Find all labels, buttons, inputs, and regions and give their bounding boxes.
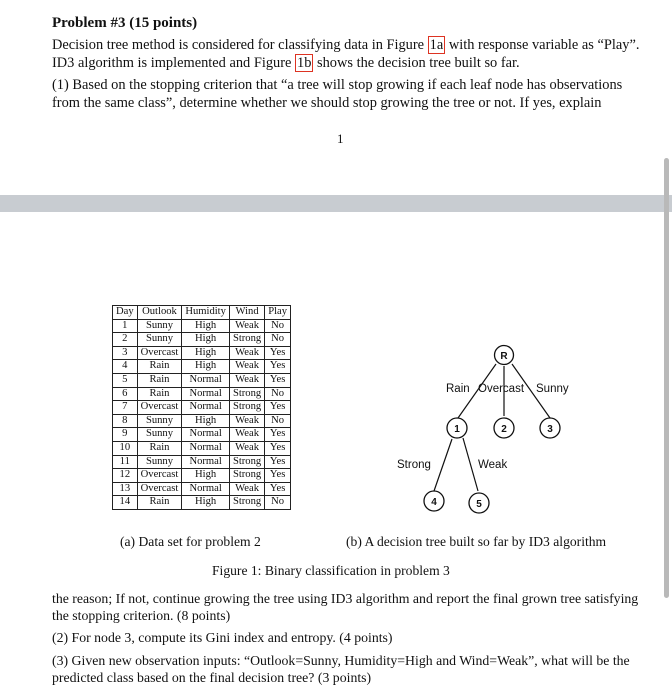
table-cell: Yes bbox=[265, 401, 291, 415]
table-cell: Strong bbox=[229, 333, 264, 347]
question-1-part1: (1) Based on the stopping criterion that “a tree will stop growing if each leaf node has observations from the same class”, determine whether we should stop growing the tree or not. If yes, explain bbox=[52, 77, 623, 111]
table-cell: High bbox=[182, 414, 230, 428]
table-cell: High bbox=[182, 360, 230, 374]
table-cell: Sunny bbox=[137, 319, 182, 333]
table-cell: Yes bbox=[265, 373, 291, 387]
table-header-cell: Wind bbox=[229, 306, 264, 320]
table-cell: Weak bbox=[229, 346, 264, 360]
node-root-label: R bbox=[500, 351, 508, 362]
figure-1a-link[interactable]: 1a bbox=[429, 37, 444, 53]
scrollbar[interactable] bbox=[664, 158, 669, 598]
node-4-label: 4 bbox=[431, 497, 437, 508]
table-row bbox=[113, 455, 291, 469]
table-cell: High bbox=[182, 469, 230, 483]
table-cell: 4 bbox=[113, 360, 138, 374]
table-cell: Strong bbox=[229, 401, 264, 415]
table-cell: Normal bbox=[182, 401, 230, 415]
table-row bbox=[113, 428, 291, 442]
table-cell: Overcast bbox=[137, 346, 182, 360]
table-cell: 11 bbox=[113, 455, 138, 469]
question-1-part2: the reason; If not, continue growing the tree using ID3 algorithm and report the final grown tree satisfying the stopping criterion. (8 points) bbox=[52, 591, 639, 623]
figure-caption: Figure 1: Binary classification in problem 3 bbox=[212, 563, 450, 578]
table-cell: Yes bbox=[265, 469, 291, 483]
table-row bbox=[113, 333, 291, 347]
branch-label-sunny: Sunny bbox=[536, 383, 569, 395]
branch-label-strong: Strong bbox=[397, 459, 431, 471]
table-cell: No bbox=[265, 387, 291, 401]
table-cell: Yes bbox=[265, 441, 291, 455]
figure-1b-link[interactable]: 1b bbox=[297, 55, 312, 71]
table-cell: Normal bbox=[182, 482, 230, 496]
table-cell: Rain bbox=[137, 387, 182, 401]
data-table bbox=[112, 305, 291, 510]
node-2-label: 2 bbox=[501, 424, 507, 435]
table-cell: Normal bbox=[182, 373, 230, 387]
table-cell: 6 bbox=[113, 387, 138, 401]
table-cell: No bbox=[265, 333, 291, 347]
node-1-label: 1 bbox=[454, 424, 460, 435]
table-row bbox=[113, 346, 291, 360]
table-cell: Normal bbox=[182, 455, 230, 469]
table-cell: Normal bbox=[182, 428, 230, 442]
table-cell: Strong bbox=[229, 496, 264, 510]
table-cell: Weak bbox=[229, 373, 264, 387]
table-cell: Sunny bbox=[137, 428, 182, 442]
intro-text-c: shows the decision tree built so far. bbox=[313, 55, 520, 71]
table-cell: Yes bbox=[265, 346, 291, 360]
table-cell: Weak bbox=[229, 441, 264, 455]
table-cell: Rain bbox=[137, 373, 182, 387]
branch-label-rain: Rain bbox=[446, 383, 470, 395]
table-cell: Overcast bbox=[137, 469, 182, 483]
table-cell: Overcast bbox=[137, 482, 182, 496]
table-cell: 14 bbox=[113, 496, 138, 510]
node-3-label: 3 bbox=[547, 424, 553, 435]
table-row bbox=[113, 401, 291, 415]
table-cell: Yes bbox=[265, 482, 291, 496]
table-row bbox=[113, 414, 291, 428]
table-cell: Yes bbox=[265, 428, 291, 442]
question-3: (3) Given new observation inputs: “Outlook=Sunny, Humidity=High and Wind=Weak”, what will be the predicted class based on the final decision tree? (3 points) bbox=[52, 653, 630, 685]
table-cell: 1 bbox=[113, 319, 138, 333]
branch-label-overcast: Overcast bbox=[478, 383, 525, 395]
table-cell: Weak bbox=[229, 428, 264, 442]
table-cell: 5 bbox=[113, 373, 138, 387]
table-row bbox=[113, 387, 291, 401]
table-cell: 12 bbox=[113, 469, 138, 483]
table-cell: 7 bbox=[113, 401, 138, 415]
problem-title: Problem #3 (15 points) bbox=[52, 15, 198, 31]
caption-a: (a) Data set for problem 2 bbox=[120, 534, 261, 549]
table-cell: Rain bbox=[137, 360, 182, 374]
table-cell: No bbox=[265, 414, 291, 428]
table-row bbox=[113, 441, 291, 455]
table-cell: Weak bbox=[229, 414, 264, 428]
table-cell: Strong bbox=[229, 469, 264, 483]
table-cell: Sunny bbox=[137, 455, 182, 469]
edge-strong bbox=[434, 439, 452, 491]
table-cell: Yes bbox=[265, 455, 291, 469]
table-cell: Sunny bbox=[137, 333, 182, 347]
table-cell: 3 bbox=[113, 346, 138, 360]
table-cell: Weak bbox=[229, 319, 264, 333]
intro-text-b: with response variable as “Play”. ID3 algorithm is implemented and Figure bbox=[52, 37, 640, 71]
table-cell: No bbox=[265, 496, 291, 510]
table-cell: 13 bbox=[113, 482, 138, 496]
table-row bbox=[113, 360, 291, 374]
page-gap bbox=[0, 195, 672, 212]
table-cell: High bbox=[182, 346, 230, 360]
page-number: 1 bbox=[337, 131, 344, 146]
problem-intro bbox=[52, 36, 642, 72]
table-cell: 8 bbox=[113, 414, 138, 428]
table-cell: No bbox=[265, 319, 291, 333]
table-row bbox=[113, 496, 291, 510]
table-row bbox=[113, 373, 291, 387]
edge-weak bbox=[463, 438, 478, 491]
decision-tree bbox=[390, 338, 590, 518]
table-cell: 9 bbox=[113, 428, 138, 442]
table-cell: 2 bbox=[113, 333, 138, 347]
table-header-cell: Humidity bbox=[182, 306, 230, 320]
table-cell: High bbox=[182, 319, 230, 333]
table-cell: Overcast bbox=[137, 401, 182, 415]
caption-b: (b) A decision tree built so far by ID3 algorithm bbox=[346, 534, 607, 549]
table-cell: Yes bbox=[265, 360, 291, 374]
table-header-row bbox=[113, 306, 291, 320]
table-cell: Rain bbox=[137, 496, 182, 510]
table-row bbox=[113, 469, 291, 483]
table-cell: Normal bbox=[182, 441, 230, 455]
branch-label-weak: Weak bbox=[478, 459, 508, 471]
table-cell: High bbox=[182, 496, 230, 510]
table-cell: Weak bbox=[229, 360, 264, 374]
question-2: (2) For node 3, compute its Gini index and entropy. (4 points) bbox=[52, 630, 393, 645]
table-cell: Weak bbox=[229, 482, 264, 496]
table-header-cell: Outlook bbox=[137, 306, 182, 320]
table-cell: Strong bbox=[229, 455, 264, 469]
table-body bbox=[113, 319, 291, 509]
table-cell: Strong bbox=[229, 387, 264, 401]
table-cell: Sunny bbox=[137, 414, 182, 428]
table-row bbox=[113, 319, 291, 333]
table-header-cell: Play bbox=[265, 306, 291, 320]
table-header-cell: Day bbox=[113, 306, 138, 320]
table-cell: 10 bbox=[113, 441, 138, 455]
table-cell: Rain bbox=[137, 441, 182, 455]
table-row bbox=[113, 482, 291, 496]
intro-text-a: Decision tree method is considered for classifying data in Figure bbox=[52, 37, 428, 53]
table-cell: Normal bbox=[182, 387, 230, 401]
node-5-label: 5 bbox=[476, 499, 482, 510]
table-cell: High bbox=[182, 333, 230, 347]
